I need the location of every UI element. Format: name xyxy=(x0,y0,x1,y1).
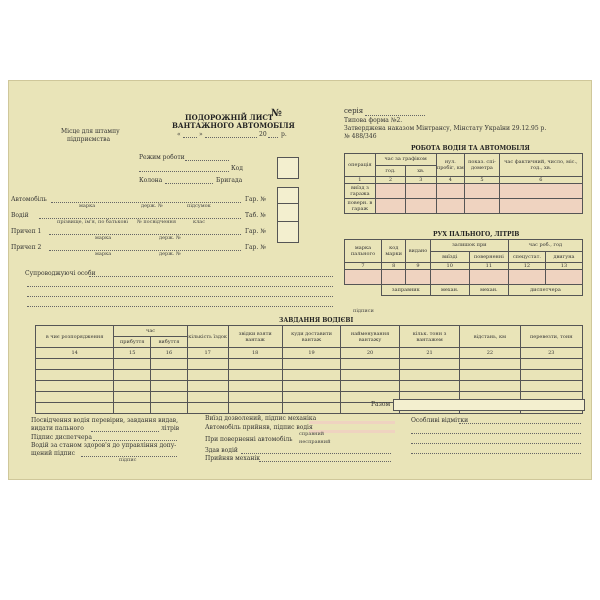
task-num-19: 19 xyxy=(282,348,340,359)
work-mode-label: Режим роботи xyxy=(139,154,185,161)
fuel-h-code: код марки xyxy=(382,240,406,263)
work-row-return: поверн. в гараж xyxy=(345,199,376,214)
code-label: Код xyxy=(231,165,243,172)
task-cell[interactable] xyxy=(282,392,340,403)
tab-no-label: Таб. № xyxy=(245,212,266,219)
gar-no-3-label: Гар. № xyxy=(245,244,266,251)
brigade-label: Бригада xyxy=(216,177,243,184)
fuel-num-9: 9 xyxy=(406,263,430,270)
code-input[interactable] xyxy=(139,171,229,172)
task-cell[interactable] xyxy=(114,359,151,370)
fuel-sub-departure: виїзді xyxy=(430,251,469,263)
task-cell[interactable] xyxy=(399,381,459,392)
gar-no-2-label: Гар. № xyxy=(245,228,266,235)
task-cell[interactable] xyxy=(341,381,400,392)
work-num-5: 5 xyxy=(465,177,500,184)
bl-line2: видати пального xyxy=(31,425,84,432)
work-sub-hours: год. xyxy=(375,165,405,177)
task-cell[interactable] xyxy=(282,381,340,392)
work-num-4: 4 xyxy=(436,177,465,184)
fuel-signatures-label: підписи xyxy=(353,308,374,314)
bl-line1: Посвідчення водія перевірив, завдання видав, xyxy=(31,417,179,424)
car-sub-plate: держ. № xyxy=(141,203,163,209)
date-quote-open: « xyxy=(177,131,181,138)
stamp-place-1: Місце для штампу xyxy=(61,128,120,135)
work-h-operation: операція xyxy=(345,154,376,177)
work-num-1: 1 xyxy=(345,177,376,184)
task-h-whose-disposal: в чиє розпорядження xyxy=(36,326,114,348)
task-cell[interactable] xyxy=(114,392,151,403)
bl-line2-unit: літрів xyxy=(161,425,180,432)
escorts-input-2[interactable] xyxy=(27,286,333,287)
driver-sub-class: клас xyxy=(193,219,206,225)
br-line1: Особливі відмітки xyxy=(411,417,469,424)
fuel-cell[interactable] xyxy=(545,270,582,285)
work-h-speedometer: показ. спі-дометра xyxy=(465,154,500,177)
task-cell[interactable] xyxy=(36,381,114,392)
escorts-input-4[interactable] xyxy=(27,306,333,307)
task-num-17: 17 xyxy=(187,348,228,359)
trailer1-input[interactable] xyxy=(49,234,241,235)
stamp-box-1[interactable] xyxy=(277,157,299,179)
bm-line5: Прийняв механік xyxy=(205,455,260,462)
date-day-line[interactable] xyxy=(183,137,197,138)
work-h-zero-run: нул. пробіг, км xyxy=(436,154,465,177)
work-sub-minutes: хв. xyxy=(406,165,436,177)
tasks-title: ЗАВДАННЯ ВОДІЄВІ xyxy=(279,317,354,324)
work-cell[interactable] xyxy=(499,184,582,199)
task-cell[interactable] xyxy=(151,381,188,392)
fuel-h-brand: марка пального xyxy=(345,240,382,263)
task-sub-arrival: прибуття xyxy=(114,337,151,348)
task-cell[interactable] xyxy=(187,370,228,381)
work-table-title: РОБОТА ВОДІЯ ТА АВТОМОБІЛЯ xyxy=(411,145,530,152)
series-line[interactable] xyxy=(365,115,425,116)
task-cell[interactable] xyxy=(151,370,188,381)
task-cell[interactable] xyxy=(341,359,400,370)
stamp-box-divider-2 xyxy=(277,221,299,222)
bl-fuel-input[interactable] xyxy=(91,431,159,432)
title-line1: ПОДОРОЖНІЙ ЛИСТ xyxy=(185,113,274,122)
work-h-schedule: час за графіком xyxy=(375,154,436,166)
date-month-line[interactable] xyxy=(205,137,257,138)
task-num-14: 14 xyxy=(36,348,114,359)
bm-line3-faulty: несправний xyxy=(299,439,331,445)
series-approved: Затверджена наказом Мінтрансу, Мінстату України 29.12.95 р. xyxy=(344,125,547,132)
task-h-tons-loaded: кільк. тонн з вантажем xyxy=(399,326,459,348)
work-cell[interactable] xyxy=(406,199,436,214)
fuel-h-work-time: час роб., год xyxy=(508,240,582,252)
car-label: Автомобіль xyxy=(11,196,47,203)
task-cell[interactable] xyxy=(399,370,459,381)
task-cell[interactable] xyxy=(282,359,340,370)
fuel-h-remainder: залишок при xyxy=(430,240,508,252)
stamp-box-divider-1 xyxy=(277,203,299,204)
fuel-num-11: 11 xyxy=(469,263,508,270)
fuel-num-10: 10 xyxy=(430,263,469,270)
task-cell[interactable] xyxy=(460,359,520,370)
series-label: серія xyxy=(344,107,364,115)
task-cell[interactable] xyxy=(114,403,151,414)
task-h-to: куди доставити вантаж xyxy=(282,326,340,348)
work-row-departure: виїзд з гаража xyxy=(345,184,376,199)
car-sub-brand: марка xyxy=(79,203,96,209)
bm-driver-hand-sign[interactable] xyxy=(241,453,391,454)
bm-line1: Виїзд дозволений, підпис механіка xyxy=(205,415,317,422)
work-cell[interactable] xyxy=(436,199,465,214)
br-notes-1[interactable] xyxy=(459,423,581,424)
fuel-cell[interactable] xyxy=(382,270,406,285)
task-cell[interactable] xyxy=(228,370,282,381)
title-number-sign: № xyxy=(271,108,282,119)
fuel-sub-return: поверненні xyxy=(469,251,508,263)
date-year-line[interactable] xyxy=(268,137,278,138)
work-cell[interactable] xyxy=(375,184,405,199)
fuel-cell[interactable] xyxy=(406,270,430,285)
task-h-cargo: найменування вантажу xyxy=(341,326,400,348)
task-cell[interactable] xyxy=(282,403,340,414)
task-num-22: 22 xyxy=(460,348,520,359)
fuel-cell[interactable] xyxy=(430,270,469,285)
bl-line3: Підпис диспетчера xyxy=(31,434,92,441)
work-cell[interactable] xyxy=(465,199,500,214)
work-cell[interactable] xyxy=(375,199,405,214)
bl-dispatcher-sign[interactable] xyxy=(93,440,177,441)
task-cell[interactable] xyxy=(114,370,151,381)
driver-sub-name: прізвище, ім'я, по батькові xyxy=(57,219,128,225)
br-notes-3[interactable] xyxy=(411,443,581,444)
fuel-num-12: 12 xyxy=(508,263,545,270)
driver-label: Водій xyxy=(11,212,29,219)
task-num-21: 21 xyxy=(399,348,459,359)
task-cell[interactable] xyxy=(460,381,520,392)
trailer1-label: Причеп 1 xyxy=(11,228,42,235)
task-cell[interactable] xyxy=(228,403,282,414)
work-table xyxy=(344,153,583,214)
task-h-time: час xyxy=(114,326,187,337)
escorts-input-3[interactable] xyxy=(27,296,333,297)
task-cell[interactable] xyxy=(341,370,400,381)
task-cell[interactable] xyxy=(151,392,188,403)
work-num-3: 3 xyxy=(406,177,436,184)
series-order-no: № 488/346 xyxy=(344,133,377,140)
task-cell[interactable] xyxy=(282,370,340,381)
work-num-2: 2 xyxy=(375,177,405,184)
bm-line4: Здав водій xyxy=(205,447,238,454)
task-cell[interactable] xyxy=(114,381,151,392)
column-label: Колона xyxy=(139,177,163,184)
task-h-from: звідки взяти вантаж xyxy=(228,326,282,348)
task-sub-departure: вибуття xyxy=(151,337,188,348)
bm-mechanic-sign[interactable] xyxy=(309,421,395,424)
bl-line5-sub: підпис xyxy=(119,457,137,463)
task-h-distance: відстань, км xyxy=(460,326,520,348)
task-cell[interactable] xyxy=(187,403,228,414)
fuel-sign-mech1: механ. xyxy=(430,285,469,296)
date-year-suffix: р. xyxy=(281,131,287,138)
task-h-transport-tons: перевезти, тонн xyxy=(520,326,582,348)
work-num-6: 6 xyxy=(499,177,582,184)
task-cell[interactable] xyxy=(151,403,188,414)
driver-sub-license: № посвідчення xyxy=(137,219,177,225)
task-cell[interactable] xyxy=(228,381,282,392)
task-cell[interactable] xyxy=(36,392,114,403)
series-form: Типова форма №2. xyxy=(344,117,403,124)
task-cell[interactable] xyxy=(228,359,282,370)
work-cell[interactable] xyxy=(436,184,465,199)
task-cell[interactable] xyxy=(151,359,188,370)
bm-line3-ok: справний xyxy=(299,431,325,437)
task-num-16: 16 xyxy=(151,348,188,359)
work-cell[interactable] xyxy=(465,184,500,199)
task-cell[interactable] xyxy=(228,392,282,403)
stamp-place-2: підприємства xyxy=(67,136,111,143)
fuel-h-issued: видано xyxy=(406,240,430,263)
work-cell[interactable] xyxy=(406,184,436,199)
fuel-cell[interactable] xyxy=(345,270,382,285)
bm-line2: Автомобіль прийняв, підпис водія xyxy=(205,424,313,431)
trailer2-sub-plate: держ. № xyxy=(159,251,181,257)
fuel-table xyxy=(344,239,583,296)
task-cell[interactable] xyxy=(187,359,228,370)
task-cell[interactable] xyxy=(36,359,114,370)
tasks-total-row[interactable] xyxy=(393,399,585,411)
fuel-sign-mech2: механ. xyxy=(469,285,508,296)
br-notes-4[interactable] xyxy=(411,453,581,454)
task-cell[interactable] xyxy=(520,381,582,392)
fuel-table-title: РУХ ПАЛЬНОГО, ЛІТРІВ xyxy=(433,231,520,238)
trailer2-input[interactable] xyxy=(49,250,241,251)
fuel-sign-dispatcher: диспетчера xyxy=(508,285,582,296)
tasks-total-label: Разом xyxy=(371,401,391,408)
task-num-15: 15 xyxy=(114,348,151,359)
work-mode-input[interactable] xyxy=(185,160,229,161)
date-year: 20 xyxy=(259,131,267,138)
trailer2-label: Причеп 2 xyxy=(11,244,42,251)
bm-line3: При поверненні автомобіль xyxy=(205,436,293,443)
task-cell[interactable] xyxy=(460,370,520,381)
work-h-actual-time: час фактичний, число, міс., год., хв. xyxy=(499,154,582,177)
title-line2: ВАНТАЖНОГО АВТОМОБІЛЯ xyxy=(172,121,295,130)
task-num-20: 20 xyxy=(341,348,400,359)
task-cell[interactable] xyxy=(36,370,114,381)
stamp-box-2[interactable] xyxy=(277,187,299,243)
task-cell[interactable] xyxy=(399,359,459,370)
column-input[interactable] xyxy=(165,183,213,184)
task-num-18: 18 xyxy=(228,348,282,359)
bl-line4: Водій за станом здоров'я до управління допу- xyxy=(31,442,177,449)
date-quote-close: » xyxy=(199,131,203,138)
br-notes-2[interactable] xyxy=(411,433,581,434)
task-cell[interactable] xyxy=(520,370,582,381)
fuel-num-8: 8 xyxy=(382,263,406,270)
bm-mechanic-accept-sign[interactable] xyxy=(259,461,391,462)
gar-no-1-label: Гар. № xyxy=(245,196,266,203)
fuel-sign-refueler: заправник xyxy=(382,285,431,296)
trailer1-sub-brand: марка xyxy=(95,235,112,241)
fuel-num-7: 7 xyxy=(345,263,382,270)
escorts-label: Супроводжуючі особи xyxy=(25,270,96,277)
car-sub-total: підсумок xyxy=(187,203,211,209)
work-cell[interactable] xyxy=(499,199,582,214)
fuel-sub-special: спецустат. xyxy=(508,251,545,263)
task-cell[interactable] xyxy=(520,359,582,370)
task-h-trips: кількість їздок xyxy=(187,326,228,348)
trailer1-sub-plate: держ. № xyxy=(159,235,181,241)
task-cell[interactable] xyxy=(36,403,114,414)
trailer2-sub-brand: марка xyxy=(95,251,112,257)
fuel-cell[interactable] xyxy=(508,270,545,285)
task-cell[interactable] xyxy=(187,381,228,392)
fuel-sub-engine: двигуна xyxy=(545,251,582,263)
escorts-input-1[interactable] xyxy=(89,276,333,277)
fuel-cell[interactable] xyxy=(469,270,508,285)
task-num-23: 23 xyxy=(520,348,582,359)
task-cell[interactable] xyxy=(187,392,228,403)
bl-line5: щений підпис xyxy=(31,450,76,457)
fuel-num-13: 13 xyxy=(545,263,582,270)
waybill-sheet xyxy=(8,80,592,480)
